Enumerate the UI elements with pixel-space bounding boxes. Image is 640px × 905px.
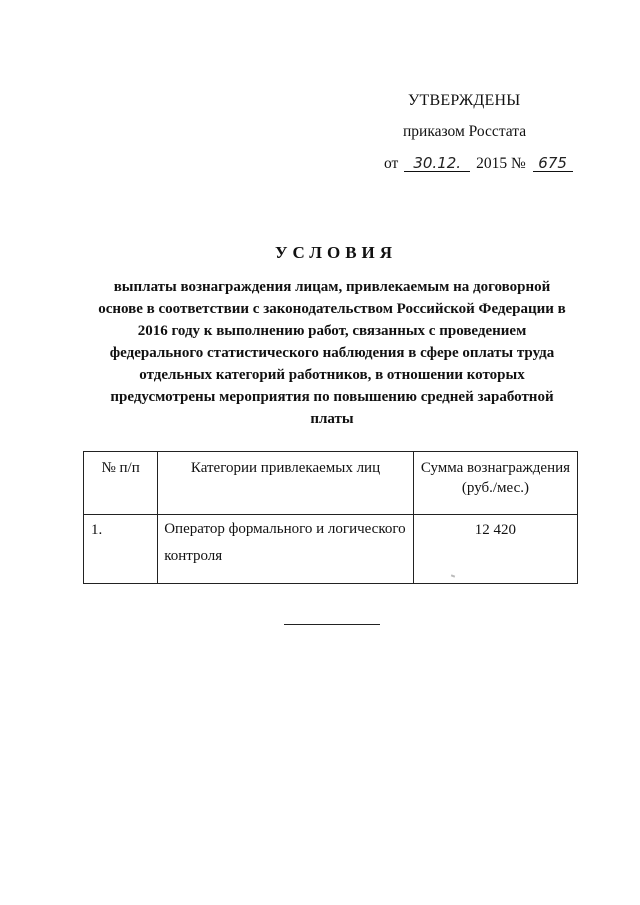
approval-date-line bbox=[384, 155, 573, 173]
header-amount bbox=[413, 452, 577, 515]
handwritten-order-number: 675 bbox=[533, 156, 573, 172]
row-number: 1. bbox=[84, 515, 158, 584]
document-subtitle bbox=[92, 276, 572, 430]
row-category-line: контроля bbox=[164, 548, 223, 564]
subtitle-line: предусмотрены мероприятия по повышению средней заработной bbox=[110, 389, 554, 405]
row-category bbox=[158, 515, 414, 584]
row-category-line: Оператор формального и логического bbox=[164, 521, 406, 537]
header-number: № п/п bbox=[84, 452, 158, 515]
number-sign: № bbox=[510, 155, 526, 172]
order-year: 2015 bbox=[476, 155, 508, 172]
subtitle-line: 2016 году к выполнению работ, связанных с проведением bbox=[137, 323, 527, 339]
header-amount-unit: (руб./мес.) bbox=[461, 480, 529, 496]
subtitle-line: выплаты вознаграждения лицам, привлекаемым на договорной bbox=[113, 279, 551, 295]
row-amount: 12 420 bbox=[413, 515, 577, 584]
table-header-row bbox=[84, 452, 578, 515]
handwritten-date: 30.12. bbox=[404, 156, 470, 172]
header-amount-line: Сумма вознаграждения bbox=[420, 460, 571, 476]
approval-order-line: приказом Росстата bbox=[403, 123, 527, 140]
closing-rule bbox=[284, 624, 380, 625]
header-category: Категории привлекаемых лиц bbox=[158, 452, 414, 515]
table-row bbox=[84, 515, 578, 584]
approval-heading: УТВЕРЖДЕНЫ bbox=[408, 92, 521, 109]
conditions-table bbox=[83, 451, 578, 584]
subtitle-line: отдельных категорий работников, в отношении которых bbox=[139, 367, 525, 383]
subtitle-line: платы bbox=[310, 411, 354, 427]
subtitle-line: федерального статистического наблюдения в сфере оплаты труда bbox=[109, 345, 555, 361]
date-prefix: от bbox=[384, 155, 399, 172]
document-title: УСЛОВИЯ bbox=[274, 243, 398, 262]
subtitle-line: основе в соответствии с законодательством Российской Федерации в bbox=[98, 301, 566, 317]
